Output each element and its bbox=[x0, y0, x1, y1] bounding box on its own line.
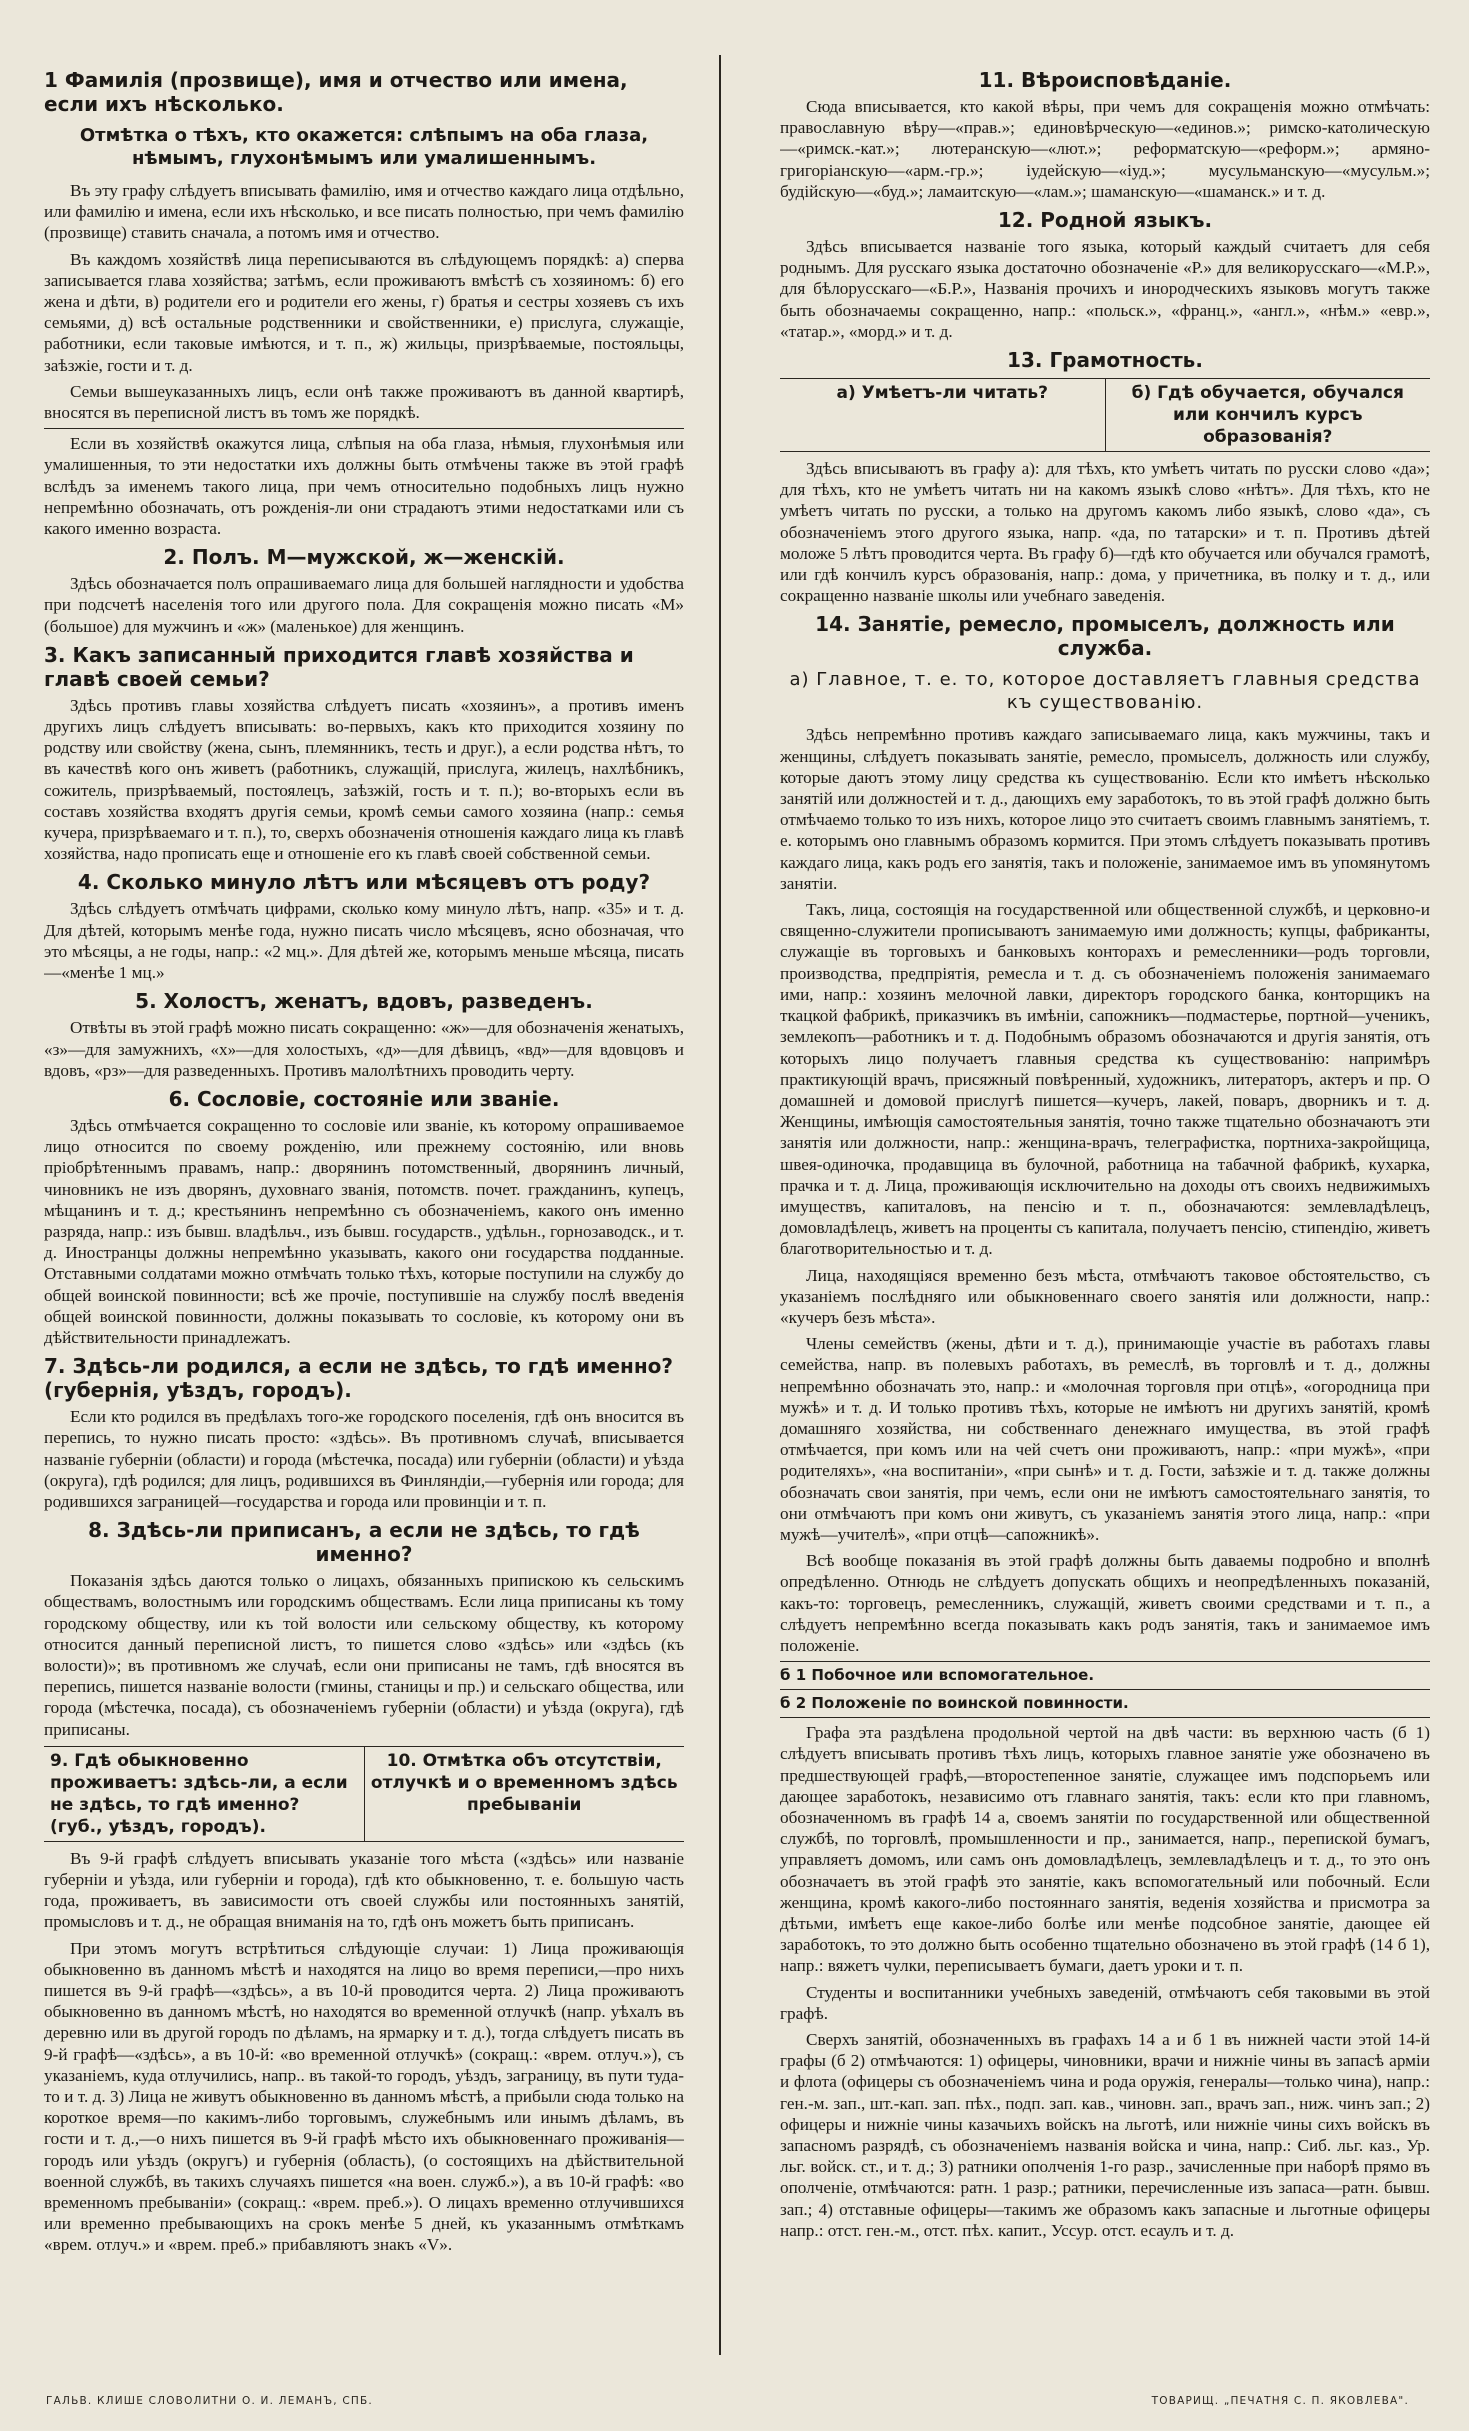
section-8-title: 8. Здѣсь-ли приписанъ, а если не здѣсь, то гдѣ именно? bbox=[88, 1518, 640, 1567]
section-3-title: 3. Какъ записанный приходится главѣ хозяйства и главѣ своей семьи? bbox=[44, 642, 634, 691]
section-11-title: 11. Вѣроисповѣданіе. bbox=[978, 68, 1232, 92]
paragraph: Если кто родился въ предѣлахъ того-же городского поселенія, гдѣ онъ вносится въ перепись, то нужно писать просто: «здѣсь». Въ противномъ случаѣ, вписывается названіе губерніи (области) и города (мѣстечка, посада) или губерніи (области) и уѣзда (округа), гдѣ родился; для лицъ, родившихся въ Финляндіи,—губернія или города; для родившихся заграницей—государства и города или провинціи и т. п. bbox=[44, 1407, 684, 1511]
left-column bbox=[44, 62, 684, 2352]
right-column bbox=[780, 62, 1430, 2352]
paragraph: Въ 9-й графѣ слѣдуетъ вписывать указаніе того мѣста («здѣсь» или названіе губерніи и уѣзда, или губерніи и города), гдѣ кто обыкновенно, т. е. большую часть года, проживаетъ, въ зависимости отъ своей службы или постоянныхъ занятій, промысловъ и т. д., не обращая вниманія на то, гдѣ онъ можетъ быть приписанъ. bbox=[44, 1848, 684, 1932]
paragraph: Такъ, лица, состоящія на государственной или общественной службѣ, и церковно-и священно-служители прописываютъ занимаемую ими должность; купцы, фабриканты, служащіе въ торговыхъ и банковыхъ конторахъ и ремесленники—родъ торговли, производства, предпріятія, ремесла и т. д. съ обозначеніемъ положенія занимаемаго ими, напр.: хозяинъ мелочной лавки, директоръ городского банка, конторщикъ на ткацкой фабрикѣ, приказчикъ въ имѣніи, сапожникъ—подмастерье, портной—ученикъ, землекопъ—работникъ и т. д. Подобнымъ образомъ обозначаются и другія занятія, отъ которыхъ лицо получаетъ главныя средства къ существованію: напримѣръ практикующій врачъ, присяжный повѣренный, художникъ, литераторъ, актеръ и пр. О домашней и домовой прислугѣ пишется—кучеръ, лакей, поваръ, дворникъ и т. д. Женщины, имѣющія самостоятельныя занятія, точно также тщательно обозначаютъ эти занятія или должности, напр.: женщина-врачъ, телеграфистка, портниха-закройщица, швея-одиночка, продавщица въ булочной, работница на табачной фабрикѣ, кухарка, прачка и т. д. Лица, проживающія исключительно на доходы отъ своихъ недвижимыхъ имуществъ, капиталовъ, на пенсію и т. п., обозначаются: землевладѣлецъ, домовладѣлецъ, живетъ на проценты съ капитала, получаетъ пенсію, стипендію, живетъ благотворительностью и т. д. bbox=[780, 900, 1430, 1259]
paragraph: Здѣсь обозначается полъ опрашиваемаго лица для большей наглядности и удобства при подсчетѣ населенія того или другого пола. Для сокращенія можно писать «М» (большое) для мужчинъ и «ж» (маленькое) для женщинъ. bbox=[44, 574, 684, 636]
paragraph: Здѣсь отмѣчается сокращенно то сословіе или званіе, къ которому опрашиваемое лицо относится по своему рожденію, или прежнему состоянію, или вновь пріобрѣтеннымъ правамъ, напр.: дворянинъ потомственный, дворянинъ личный, чиновникъ не изъ дворянъ, духовнаго званія, потомств. почет. гражданинъ, купецъ, мѣщанинъ и т. д.; крестьянинъ непремѣнно съ обозначеніемъ, какого онъ именно разряда, напр.: изъ бывш. владѣльч., изъ бывш. государств., удѣльн., горнозаводск., и т. д. Иностранцы должны непремѣнно указывать, какого они государства подданные. Отставными солдатами можно отмѣчать только тѣхъ, которые поступили на службу до общей воинской повинности; всѣ же прочіе, поступившіе на службу послѣ введенія общей воинской повинности, должны показывать то сословіе, къ которому они въ дѣйствительности принадлежатъ. bbox=[44, 1115, 684, 1347]
section-2-title: 2. Полъ. М—мужской, ж—женскій. bbox=[163, 545, 565, 570]
paragraph: Въ каждомъ хозяйствѣ лица переписываются въ слѣдующемъ порядкѣ: а) сперва записывается глава хозяйства; затѣмъ, если проживаютъ вмѣстѣ съ хозяиномъ: б) его жена и дѣти, в) родители его и родители его жены, г) братья и сестры хозяевъ съ ихъ семьями, д) всѣ остальные родственники и свойственники, е) прислуга, служащіе, работники, если таковые имѣются, и т. п., ж) жильцы, призрѣваемые, постояльцы, заѣзжіе, гости и т. д. bbox=[44, 249, 684, 375]
section-6-title: 6. Сословіе, состояніе или званіе. bbox=[168, 1086, 560, 1111]
paragraph: Въ эту графу слѣдуетъ вписывать фамилію, имя и отчество каждаго лица отдѣльно, или фамилію и имена, если ихъ нѣсколько, и все писать полностью, при чемъ фамилію (прозвище) ставить сначала, а потомъ имя и отчество. bbox=[44, 181, 684, 243]
paragraph: Графа эта раздѣлена продольной чертой на двѣ части: въ верхнюю часть (б 1) слѣдуетъ вписывать противъ тѣхъ лицъ, которыхъ главное занятіе уже обозначено въ предшествующей графѣ,—второстепенное занятіе, служащее имъ подспорьемъ или дающее заработокъ, независимо отъ главнаго занятія, такъ: если кто при главномъ, обозначенномъ въ графѣ 14 а, своемъ занятіи по государственной или общественной службѣ, по торговлѣ, промышленности и пр., занимается, напр., перепиской бумагъ, управляетъ домомъ, или самъ онъ домовладѣлецъ, землевладѣлецъ и т. д., то это онъ обозначаетъ въ этой графѣ это занятіе, какъ вспомогательный или побочный. Если женщина, кромѣ какого-либо постояннаго занятія, веденія хозяйства и присмотра за дѣтьми, имѣетъ еще какое-либо болѣе или менѣе подсобное занятіе, дающее ей заработокъ, то это должно быть особенно тщательно обозначено въ этой графѣ (14 б 1), напр.: вяжетъ чулки, переписываетъ бумаги, даетъ уроки и т. п. bbox=[780, 1723, 1430, 1976]
divider bbox=[780, 1661, 1430, 1662]
printer-credit-right: ТОВАРИЩ. „ПЕЧАТНЯ С. П. ЯКОВЛЕВА". bbox=[1151, 2395, 1409, 2407]
section-14-title: 14. Занятіе, ремесло, промыселъ, должность или служба. bbox=[815, 612, 1395, 661]
section-9-10-header bbox=[44, 1746, 684, 1842]
literacy-b-label: б) Гдѣ обучается, обучался или кончилъ курсъ образованія? bbox=[1105, 379, 1431, 451]
paragraph: Сверхъ занятій, обозначенныхъ въ графахъ 14 а и б 1 въ нижней части этой 14-й графы (б 2) отмѣчаются: 1) офицеры, чиновники, врачи и нижніе чины въ запасѣ арміи и флота (офицеры съ обозначеніемъ чина и рода оружія, генералы—только чина), напр.: ген.-м. зап., шт.-кап. зап. пѣх., подп. зап. кав., чиновн. зап., врачъ зап., ниж. чинъ зап.; 2) офицеры и нижніе чины казачьихъ войскъ на льготѣ, или нижніе чины сихъ войскъ въ запасномъ разрядѣ, съ обозначеніемъ названія войска и чина, напр.: Сиб. льг. каз., Ур. льг. войск. ст., и т. д.; 3) ратники ополченія 1-го разр., зачисленные при наборѣ прямо въ ополченіе, отмѣчаются: ратн. 1 разр.; ратники, перечисленные изъ запаса—ратн. бывш. зап.; 4) отставные офицеры—такимъ же образомъ какъ запасные и льготные офицеры напр.: отст. ген.-м., отст. пѣх. капит., Уссур. отст. есаулъ и т. д. bbox=[780, 2030, 1430, 2240]
paragraph: Если въ хозяйствѣ окажутся лица, слѣпыя на оба глаза, нѣмыя, глухонѣмыя или умалишенныя, то эти недостатки ихъ должны быть отмѣчены также въ этой графѣ вслѣдъ за именемъ такого лица, при чемъ относительно подобныхъ лицъ нужно непремѣнно обозначать, отъ рожденія-ли они страдаютъ этими недостатками или съ какого именно возраста. bbox=[44, 434, 684, 539]
section-7-title: 7. Здѣсь-ли родился, а если не здѣсь, то гдѣ именно? (губернія, уѣздъ, городъ). bbox=[44, 1354, 673, 1403]
column-divider bbox=[719, 55, 721, 2355]
paragraph: Здѣсь вписывается названіе того языка, который каждый считаетъ для себя роднымъ. Для русскаго языка достаточно обозначеніе «Р.» для великорусскаго—«М.Р.», для бѣлорусскаго—«Б.Р.», Названія прочихъ и инородческихъ языковъ могутъ также быть обозначаемы сокращенно, напр.: «польск.», «франц.», «англ.», «нѣм.» «евр.», «татар.», «морд.» и т. д. bbox=[780, 237, 1430, 341]
paragraph: Члены семействъ (жены, дѣти и т. д.), принимающіе участіе въ работахъ главы семейства, напр. въ полевыхъ работахъ, въ ремеслѣ, въ торговлѣ и т. д., должны непремѣнно обозначать это, напр.: и «молочная торговля при отцѣ», «огородница при мужѣ» и т. д. И только противъ тѣхъ, которые не имѣютъ ни другихъ занятій, кромѣ домашняго хозяйства, ни собственнаго денежнаго имущества, въ этой графѣ отмѣчается, при комъ или на чей счетъ они проживаютъ, напр.: «при мужѣ», «при родителяхъ», «на воспитаніи», «при сынѣ» и т. д. Гости, заѣзжіе и т. д. также должны обозначать свои занятія, при чемъ, если они не имѣютъ самостоятельнаго занятія, то они отмѣчаютъ при комъ они живутъ, съ указаніемъ занятія этого лица, напр.: «при мужѣ—учителѣ», «при отцѣ—сапожникѣ». bbox=[780, 1334, 1430, 1544]
paragraph: Здѣсь противъ главы хозяйства слѣдуетъ писать «хозяинъ», а противъ именъ другихъ лицъ слѣдуетъ вписывать: во-первыхъ, какъ кто приходится хозяину по родству или свойству (жена, сынъ, племянникъ, тесть и друг.), а если родства нѣтъ, то въ качествѣ кого онъ живетъ (работникъ, служащій, прислуга, жилецъ, нахлѣбникъ, сожитель, призрѣваемый, постоялецъ, заѣзжій, гость и т. п.); во-вторыхъ если въ составъ хозяйства входятъ другія семьи, кромѣ семьи самого хозяина (напр.: семья кучера, призрѣваемаго и т. п.), то, сверхъ обозначенія отношенія каждаго лица къ главѣ хозяйства, надо прописать еще и отношеніе его къ главѣ своей собственной семьи. bbox=[44, 695, 684, 864]
section-9-title: 9. Гдѣ обыкновенно проживаетъ: здѣсь-ли, а если не здѣсь, то гдѣ именно? (губ., уѣздъ, городъ). bbox=[50, 1750, 348, 1837]
section-4-title: 4. Сколько минуло лѣтъ или мѣсяцевъ отъ роду? bbox=[77, 870, 651, 895]
section-14b2-title: б 2 Положеніе по воинской повинности. bbox=[780, 1694, 1129, 1713]
divider bbox=[780, 1717, 1430, 1718]
paragraph: Сюда вписывается, кто какой вѣры, при чемъ для сокращенія можно отмѣчать: православную вѣру—«прав.»; единовѣрческую—«единов.»; римско-католическую—«римск.-кат.»; лютеранскую—«лют.»; реформатскую—«реформ.»; армяно-григоріанскую—«арм.-гр.»; іудейскую—«іуд.»; мусульманскую—«мусульм.»; будійскую—«буд.»; ламаитскую—«лам.»; шаманскую—«шаманск.» и т. д. bbox=[780, 97, 1430, 201]
paragraph: Здѣсь вписываютъ въ графу а): для тѣхъ, кто умѣетъ читать по русски слово «да»; для тѣхъ, кто не умѣетъ читать ни на какомъ языкѣ слово «нѣтъ». Для тѣхъ, кто не умѣетъ читать по русски, а только на другомъ какомъ либо языкѣ, слово «да», съ обозначеніемъ этого другого языка, напр. «да, по татарски» и т. п. Противъ дѣтей моложе 5 лѣтъ проводится черта. Въ графу б)—гдѣ кто обучается или обучался грамотѣ, или гдѣ кончилъ курсъ образованія, напр.: дома, у причетника, въ полку и т. д., или сокращенно названіе школы или учебнаго заведенія. bbox=[780, 459, 1430, 606]
paragraph: Всѣ вообще показанія въ этой графѣ должны быть даваемы подробно и вполнѣ опредѣленно. Отнюдь не слѣдуетъ допускать общихъ и неопредѣленныхъ показаній, какъ-то: торговецъ, ремесленникъ, служащій, живетъ своими средствами и т. п., а слѣдуетъ непремѣнно всегда показывать какъ родъ занятія, такъ и занимаемое имъ положеніе. bbox=[780, 1551, 1430, 1655]
literacy-a-label: а) Умѣетъ-ли читать? bbox=[836, 383, 1049, 404]
paragraph: Здѣсь непремѣнно противъ каждаго записываемаго лица, какъ мужчины, такъ и женщины, слѣдуетъ показывать занятіе, ремесло, промыселъ, должность или службу, которые даютъ этому лицу средства къ существованію. Если кто имѣетъ нѣсколько занятій или должностей и т. д., дающихъ ему заработокъ, то въ этой графѣ должно быть отмѣчаемо только то изъ нихъ, которое лицо это считаетъ своимъ главнымъ занятіемъ, т. е. которымъ оно главнымъ образомъ кормится. При этомъ слѣдуетъ показывать противъ каждаго лица, какъ родъ его занятія, такъ и положеніе, занимаемое имъ въ упомянутомъ занятіи. bbox=[780, 725, 1430, 893]
paragraph: Семьи вышеуказанныхъ лицъ, если онѣ также проживаютъ въ данной квартирѣ, вносятся въ переписной листъ въ томъ же порядкѣ. bbox=[44, 381, 684, 423]
paragraph: Здѣсь слѣдуетъ отмѣчать цифрами, сколько кому минуло лѣтъ, напр. «35» и т. д. Для дѣтей, которымъ менѣе года, нужно писать число мѣсяцевъ, ясно обозначая, что это мѣсяцы, а не годы, напр.: «2 мц.». Для дѣтей же, которымъ меньше мѣсяца, писать—«менѣе 1 мц.» bbox=[44, 899, 684, 983]
section-14b-headings bbox=[780, 1661, 1430, 1718]
section-12-title: 12. Родной языкъ. bbox=[997, 208, 1213, 233]
printer-credit-left: ГАЛЬВ. КЛИШЕ СЛОВОЛИТНИ О. И. ЛЕМАНЪ, СПБ. bbox=[46, 2395, 373, 2407]
section-1-subtitle: Отмѣтка о тѣхъ, кто окажется: слѣпымъ на оба глаза, нѣмымъ, глухонѣмымъ или умалишеннымъ. bbox=[79, 125, 649, 169]
section-1-title: 1 Фамилія (прозвище), имя и отчество или имена, если ихъ нѣсколько. bbox=[44, 68, 628, 116]
paragraph: Студенты и воспитанники учебныхъ заведеній, отмѣчаютъ себя таковыми въ этой графѣ. bbox=[780, 1982, 1430, 2023]
literacy-columns bbox=[780, 378, 1430, 452]
section-14b1-title: б 1 Побочное или вспомогательное. bbox=[780, 1666, 1095, 1685]
section-10-title: 10. Отмѣтка объ отсутствіи, отлучкѣ и о временномъ здѣсь пребываніи bbox=[364, 1747, 685, 1841]
paragraph: Показанія здѣсь даются только о лицахъ, обязанныхъ припискою къ сельскимъ обществамъ, волостнымъ или городскимъ обществамъ. Если лица приписаны къ тому городскому обществу, или къ той волости или сельскому обществу, къ которому относится данный переписной листъ, то пишется слово «здѣсь» или «здѣсь (къ волости)»; въ противномъ же случаѣ, если они приписаны не тамъ, гдѣ вносятся въ перепись, пишется названіе волости (гмины, станицы и пр.) и сельскаго общества, или города (мѣстечка, посада), съ обозначеніемъ губерніи (области) и уѣзда (округа), гдѣ приписаны. bbox=[44, 1571, 684, 1739]
section-14a-subtitle: а) Главное, т. е. то, которое доставляетъ главныя средства къ существованію. bbox=[789, 669, 1421, 714]
paragraph: При этомъ могутъ встрѣтиться слѣдующіе случаи: 1) Лица проживающія обыкновенно въ данномъ мѣстѣ и находятся на лицо во время переписи,—про нихъ пишется въ 9-й графѣ—«здѣсь», а въ 10-й проводится черта. 2) Лица проживаютъ обыкновенно въ данномъ мѣстѣ, но находятся во временной отлучкѣ (напр. уѣхалъ въ деревню или въ другой городъ по дѣламъ, на ярмарку и т. д.), тогда слѣдуетъ писать въ 9-й графѣ—«здѣсь», а въ 10-й: «во временной отлучкѣ» (сокращ.: «врем. отлуч.»), съ указаніемъ, куда отлучились, напр.. въ такой-то городъ, уѣздъ, заграницу, въ пути туда-то и т. д. 3) Лица не живутъ обыкновенно въ данномъ мѣстѣ, а прибыли сюда только на короткое время—по какимъ-либо торговымъ, служебнымъ или инымъ дѣламъ, въ гости и т. д.,—о нихъ пишется въ 9-й графѣ мѣсто ихъ обыкновеннаго проживанія—городъ или уѣздъ (округъ) и губернія (область), (о состоящихъ на дѣйствительной военной службѣ, въ такихъ случаяхъ пишется «на воен. служб.»), а въ 10-й графѣ: «во временномъ пребываніи» (сокращ.: «врем. преб.»). О лицахъ временно отлучившихся или временно пребывающихъ на срокъ менѣе 5 дней, къ указаннымъ отмѣткамъ «врем. отлуч.» и «врем. преб.» прибавляютъ знакъ «V». bbox=[44, 1938, 684, 2255]
paragraph: Лица, находящіяся временно безъ мѣста, отмѣчаютъ таковое обстоятельство, съ указаніемъ послѣдняго или обыкновеннаго своего занятія или должности, напр.: «кучеръ безъ мѣста». bbox=[780, 1265, 1430, 1327]
divider bbox=[780, 1689, 1430, 1690]
paragraph: Отвѣты въ этой графѣ можно писать сокращенно: «ж»—для обозначенія женатыхъ, «з»—для замужнихъ, «х»—для холостыхъ, «д»—для дѣвицъ, «вд»—для вдовцовъ и вдовъ, «рз»—для разведенныхъ. Противъ малолѣтнихъ проводить черту. bbox=[44, 1018, 684, 1080]
section-5-title: 5. Холостъ, женатъ, вдовъ, разведенъ. bbox=[135, 989, 593, 1014]
section-13-title: 13. Грамотность. bbox=[1007, 348, 1203, 373]
divider bbox=[44, 428, 684, 429]
